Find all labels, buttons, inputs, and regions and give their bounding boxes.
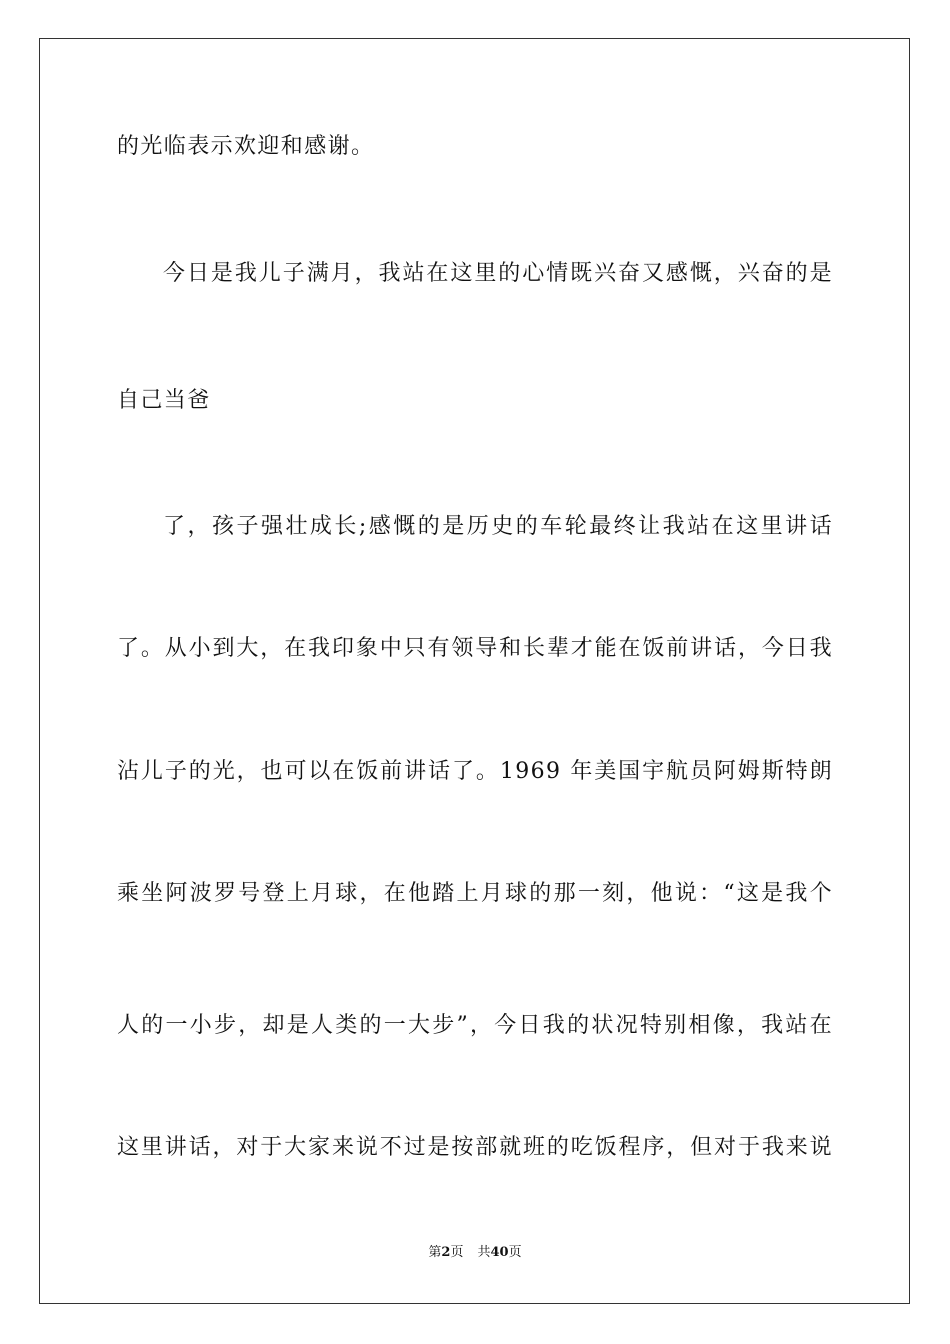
- text-line: 自己当爸: [117, 388, 211, 413]
- text-line: 沾儿子的光，也可以在饭前讲话了。1969 年美国宇航员阿姆斯特朗: [117, 759, 833, 784]
- text-line: 的光临表示欢迎和感谢。: [117, 134, 375, 159]
- text-line: 了，孩子强壮成长;感慨的是历史的车轮最终让我站在这里讲话: [163, 514, 833, 539]
- text-line: 了。从小到大，在我印象中只有领导和长辈才能在饭前讲话，今日我: [117, 636, 833, 661]
- total-suffix: 页: [508, 1245, 522, 1260]
- total-prefix: 共: [477, 1245, 491, 1260]
- page-border: [39, 38, 910, 1304]
- page-number: 2: [441, 1245, 451, 1260]
- text-line: 这里讲话，对于大家来说不过是按部就班的吃饭程序，但对于我来说: [117, 1135, 833, 1160]
- text-line: 人的一小步，却是人类的一大步”，今日我的状况特别相像，我站在: [117, 1013, 833, 1038]
- page-footer: [0, 1244, 950, 1262]
- total-pages: 40: [490, 1245, 509, 1260]
- text-line: 乘坐阿波罗号登上月球，在他踏上月球的那一刻，他说：“这是我个: [117, 881, 833, 906]
- text-line: 今日是我儿子满月，我站在这里的心情既兴奋又感慨，兴奋的是: [163, 261, 833, 286]
- page-prefix: 第: [428, 1245, 442, 1260]
- page-suffix: 页: [450, 1245, 464, 1260]
